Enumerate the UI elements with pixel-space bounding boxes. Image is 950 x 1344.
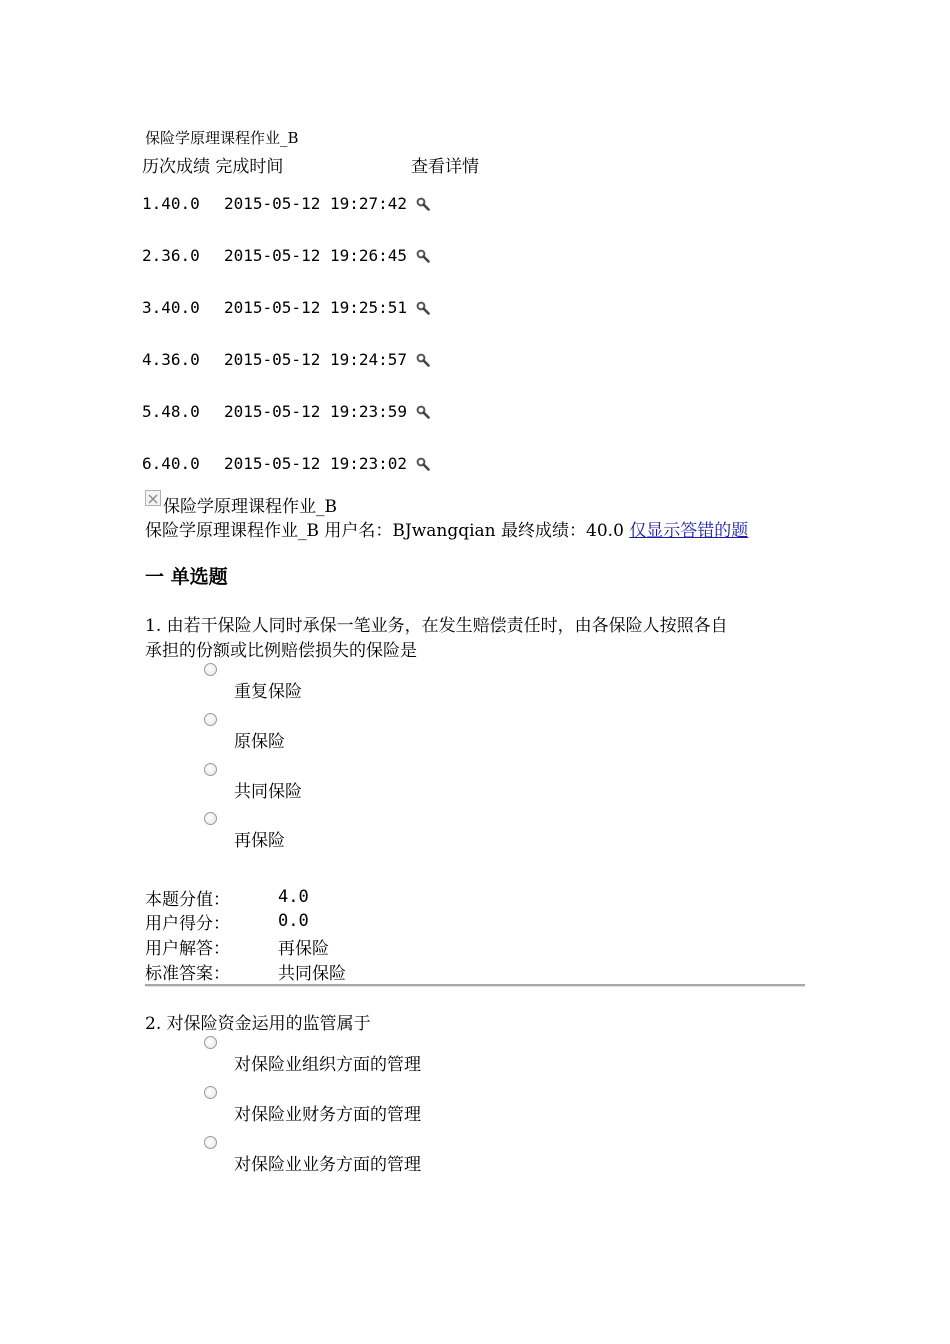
result-summary: [145, 516, 748, 541]
history-time: 2015-05-12 19:27:42: [224, 193, 408, 213]
q1-option-2-radio[interactable]: [204, 713, 217, 726]
magnifier-icon[interactable]: [416, 196, 430, 210]
history-score: 6.40.0: [142, 453, 200, 473]
history-row: [142, 348, 430, 370]
q1-score-label: 本题分值：: [145, 890, 230, 910]
q2-option-1-label: 对保险业组织方面的管理: [234, 1055, 421, 1075]
q1-option-4-label: 再保险: [234, 831, 285, 851]
history-time: 2015-05-12 19:23:59: [224, 401, 408, 421]
q2-option-2-radio[interactable]: [204, 1086, 217, 1099]
history-time: 2015-05-12 19:26:45: [224, 245, 408, 265]
history-score: 3.40.0: [142, 297, 200, 317]
q1-option-4-radio[interactable]: [204, 812, 217, 825]
wrong-only-link[interactable]: 仅显示答错的题: [629, 521, 749, 541]
history-row: [142, 452, 430, 474]
question-1-text-line1: 1. 由若干保险人同时承保一笔业务，在发生赔偿责任时，由各保险人按照各自: [145, 616, 728, 636]
q1-score-value: 4.0: [278, 887, 309, 907]
magnifier-icon[interactable]: [416, 352, 430, 366]
magnifier-icon[interactable]: [416, 404, 430, 418]
q1-user-answer-value: 再保险: [278, 939, 329, 959]
magnifier-icon[interactable]: [416, 248, 430, 262]
history-time: 2015-05-12 19:23:02: [224, 453, 408, 473]
q2-option-3-label: 对保险业业务方面的管理: [234, 1155, 421, 1175]
q2-option-1-radio[interactable]: [204, 1036, 217, 1049]
question-2-text: 2. 对保险资金运用的监管属于: [145, 1014, 371, 1034]
history-score: 1.40.0: [142, 193, 200, 213]
q1-user-score-label: 用户得分：: [145, 914, 230, 934]
q1-option-2-label: 原保险: [234, 732, 285, 752]
q1-user-answer-label: 用户解答：: [145, 939, 230, 959]
question-divider: [145, 984, 805, 987]
q2-option-2-label: 对保险业财务方面的管理: [234, 1105, 421, 1125]
history-time: 2015-05-12 19:25:51: [224, 297, 408, 317]
broken-image-icon: [145, 490, 161, 506]
q1-option-1-radio[interactable]: [204, 663, 217, 676]
history-score: 4.36.0: [142, 349, 200, 369]
q1-option-3-label: 共同保险: [234, 782, 302, 802]
image-alt-text: 保险学原理课程作业_B: [163, 497, 337, 517]
magnifier-icon[interactable]: [416, 456, 430, 470]
history-row: [142, 244, 430, 266]
q2-option-3-radio[interactable]: [204, 1136, 217, 1149]
q1-option-3-radio[interactable]: [204, 763, 217, 776]
history-row: [142, 296, 430, 318]
magnifier-icon[interactable]: [416, 300, 430, 314]
history-header-detail: 查看详情: [411, 157, 479, 177]
q1-std-answer-label: 标准答案：: [145, 964, 230, 984]
q1-user-score-value: 0.0: [278, 911, 309, 931]
question-1-text-line2: 承担的份额或比例赔偿损失的保险是: [145, 641, 417, 661]
q1-option-1-label: 重复保险: [234, 682, 302, 702]
q1-std-answer-value: 共同保险: [278, 964, 346, 984]
history-score: 2.36.0: [142, 245, 200, 265]
history-time: 2015-05-12 19:24:57: [224, 349, 408, 369]
history-row: [142, 192, 430, 214]
page-title: 保险学原理课程作业_B: [145, 129, 299, 147]
result-summary-text: 保险学原理课程作业_B 用户名：BJwangqian 最终成绩：40.0: [145, 521, 624, 541]
section-title: 一 单选题: [145, 566, 228, 588]
history-header-score-time: 历次成绩 完成时间: [142, 157, 284, 177]
history-score: 5.48.0: [142, 401, 200, 421]
history-row: [142, 400, 430, 422]
